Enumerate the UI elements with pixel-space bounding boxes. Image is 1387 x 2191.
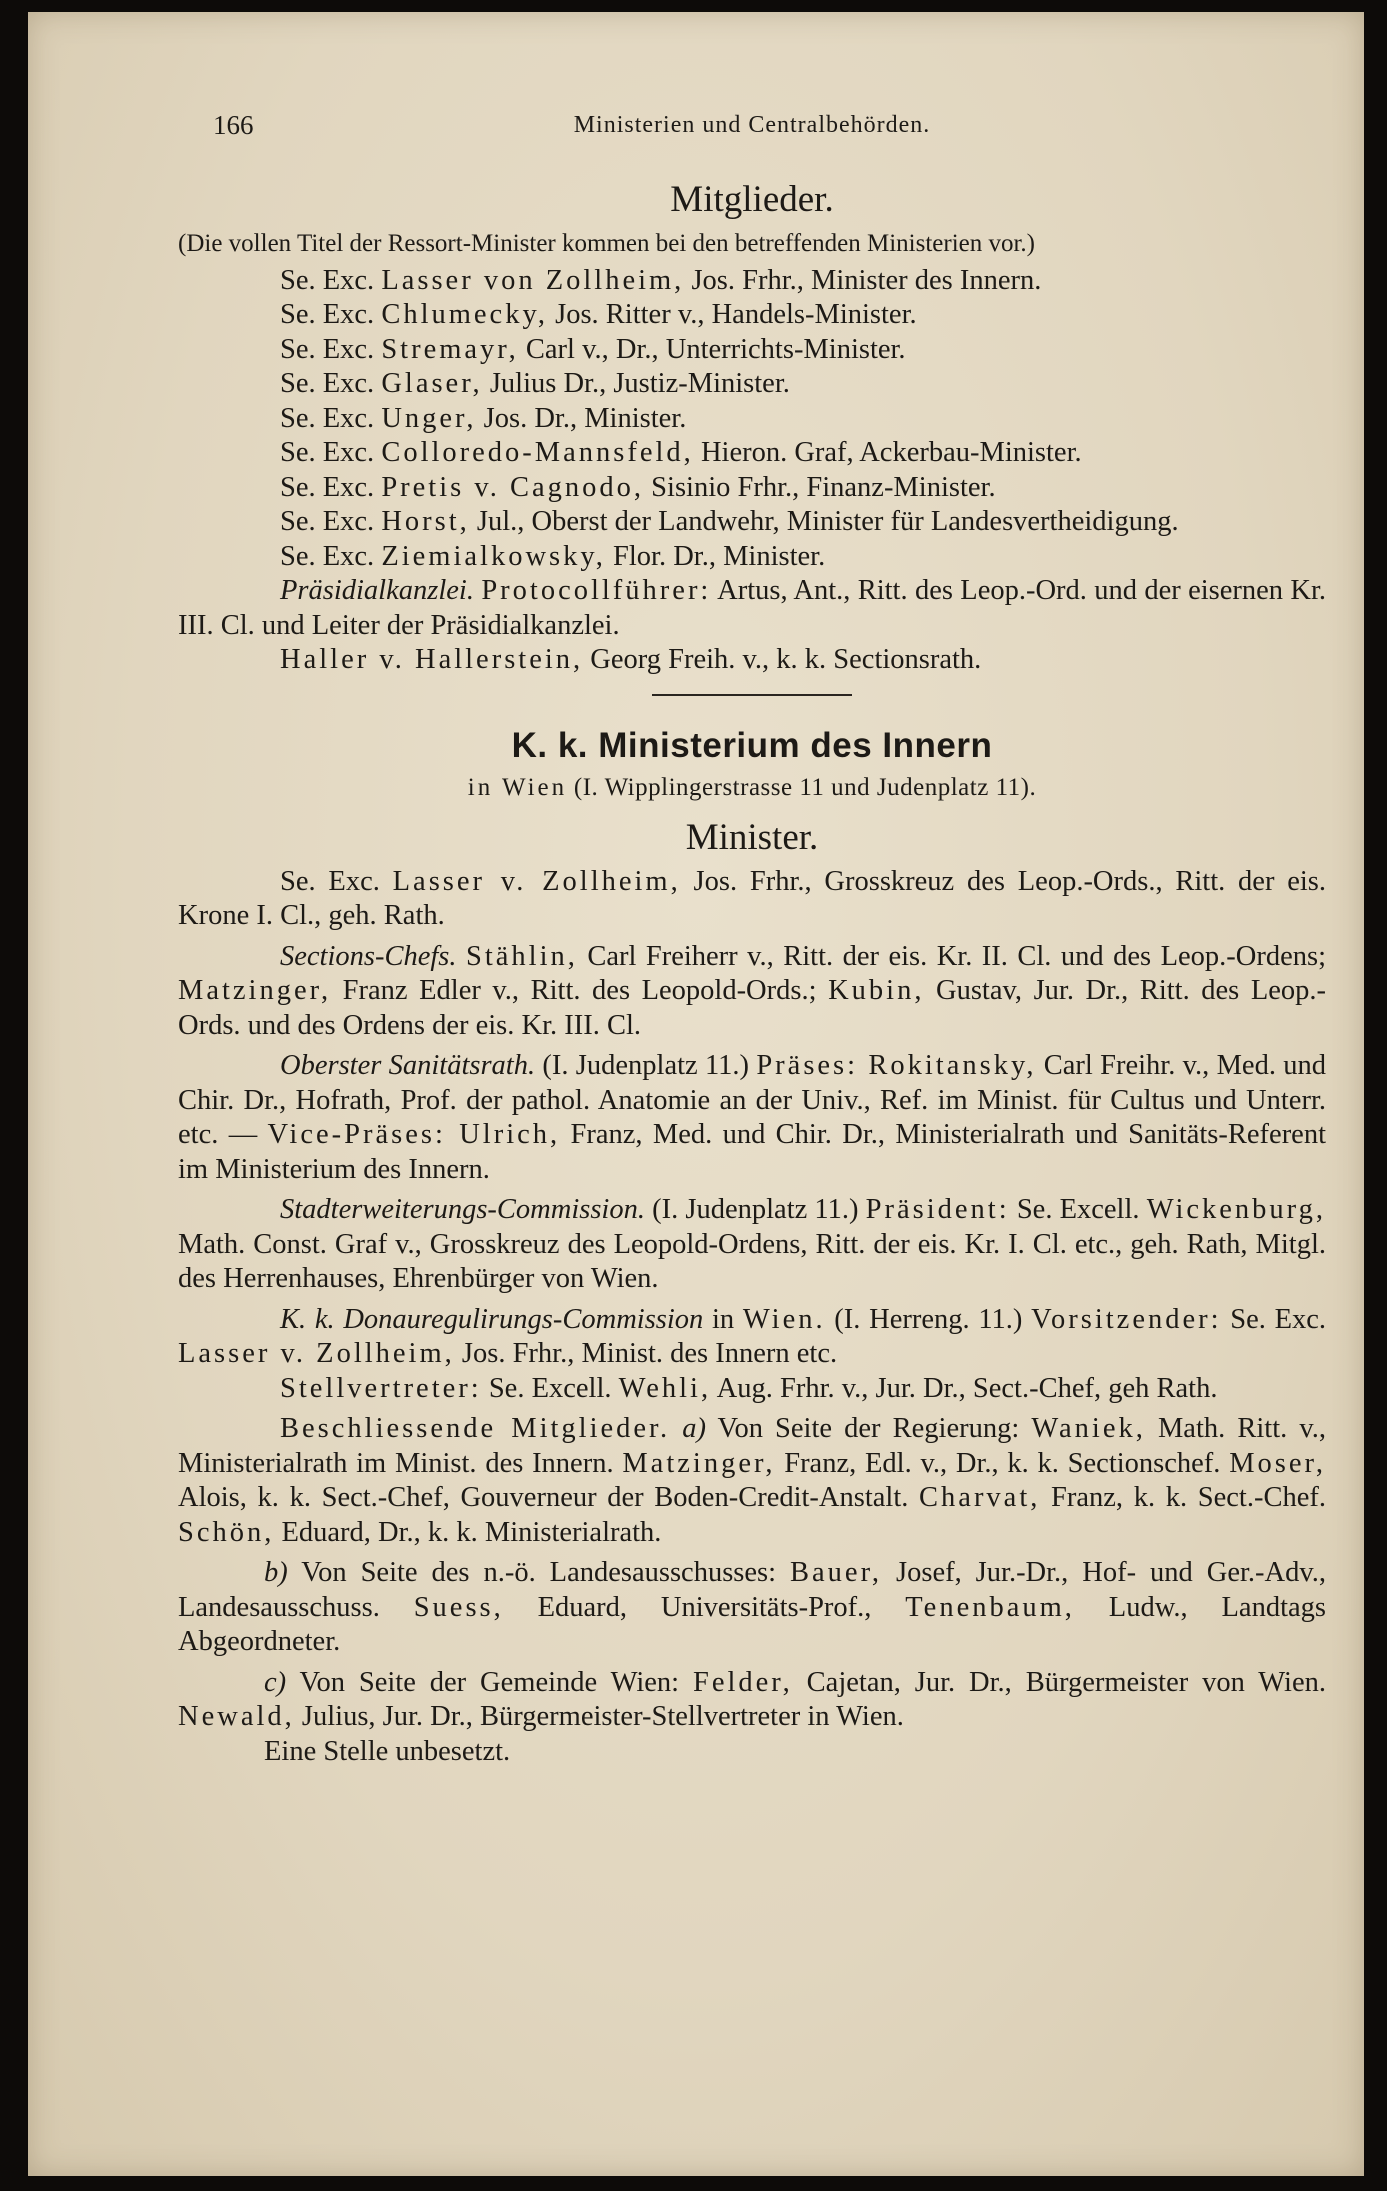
entry-text: Math. Const. Graf v., Grosskreuz des Leopold-Ordens, Ritt. der eis. Kr. I. Cl. etc., geh. Rath, Mitgl. des Herrenhauses, Ehrenbürger von Wien. (178, 1228, 1326, 1294)
member-name: Ziemialkowsky, (381, 540, 606, 572)
entry-text: Math. Ritt. v., Ministerialrath im Minist. des Innern. (178, 1413, 1327, 1479)
person-name: Moser, (1229, 1447, 1326, 1479)
stadterweiterung-label: Stadterweiterungs-Commission. (280, 1194, 645, 1225)
ministry-address (178, 774, 1326, 802)
entry-text: Carl Freiherr v., Ritt. der eis. Kr. II. Cl. und des Leop.-Ordens; (577, 940, 1326, 972)
role-label: Präsident: (865, 1194, 1010, 1225)
entry-text: (I. Herreng. 11.) (825, 1303, 1032, 1335)
person-name: Schön, (178, 1516, 275, 1548)
city-name: Wien. (742, 1303, 826, 1335)
person-name: Matzinger, (622, 1447, 776, 1479)
entry-text: Franz, Med. und Chir. Dr., Ministerialrath und Sanitäts-Referent im Ministerium des Innern. (178, 1119, 1326, 1185)
mitglieder-note: (Die vollen Titel der Ressort-Minister kommen bei den betreffenden Ministerien vor.) (178, 230, 1036, 257)
member-entry (178, 436, 1326, 471)
list-marker: b) (264, 1557, 288, 1588)
entry-text: Von Seite der Regierung: (705, 1413, 1032, 1444)
stadterweiterung-entry (178, 1193, 1326, 1297)
member-prefix: Se. Exc. (280, 471, 375, 503)
member-prefix: Se. Exc. (280, 402, 375, 434)
entry-text: Cajetan, Jur. Dr., Bürgermeister von Wien. (792, 1666, 1326, 1698)
role-label: Vorsitzender: (1031, 1303, 1222, 1335)
member-office: Jul., Oberst der Landwehr, Minister für Landesvertheidigung. (469, 506, 1179, 537)
member-office: Jos. Frhr., Grosskreuz des Leop.-Ords., Ritt. der eis. Krone I. Cl., geh. Rath. (178, 865, 1327, 931)
entry-text: Ludw., Landtags Abgeordneter. (178, 1591, 1326, 1657)
member-entry (178, 298, 1326, 333)
stellvertreter-entry (178, 1372, 1326, 1407)
member-name: Lasser v. Zollheim, (392, 865, 681, 897)
person-name: Felder, (692, 1666, 793, 1698)
role-label: Beschliessende Mitglieder. (280, 1413, 671, 1444)
role-label: Stellvertreter: (280, 1372, 482, 1404)
page-content (178, 110, 1326, 1769)
member-name: Pretis v. Cagnodo, (381, 471, 645, 503)
member-entry (178, 471, 1326, 506)
member-office: Hieron. Graf, Ackerbau-Minister. (693, 437, 1082, 468)
praesidialkanzlei-entry (178, 574, 1326, 643)
member-entry (178, 367, 1326, 402)
sections-chefs-entry (178, 940, 1326, 1044)
role-label: Protocollführer: (481, 575, 712, 606)
member-prefix: Se. Exc. (280, 865, 380, 897)
member-name: Horst, (381, 506, 470, 537)
entry-text: (I. Judenplatz 11.) (644, 1194, 866, 1225)
person-name: Lasser v. Zollheim, (178, 1338, 455, 1369)
member-prefix: Se. Exc. (280, 437, 375, 468)
sanitaetsrath-entry (178, 1049, 1326, 1187)
member-prefix: Se. Exc. (280, 506, 375, 537)
beschliessende-mitglieder-b (178, 1556, 1326, 1660)
entry-text: Jos. Frhr., Minist. des Innern etc. (454, 1338, 838, 1369)
member-prefix: Se. Exc. (280, 368, 375, 399)
entry-text: Franz Edler v., Ritt. des Leopold-Ords.; (331, 975, 829, 1006)
member-name: Lasser von Zollheim, (381, 264, 685, 296)
section-divider (652, 694, 852, 696)
member-name: Stremayr, (381, 333, 519, 365)
donauregulirung-label: K. k. Donauregulirungs-Commission (280, 1303, 704, 1335)
ministry-street: (I. Wipplingerstrasse 11 und Judenplatz 11). (567, 773, 1037, 801)
member-prefix: Se. Exc. (280, 299, 375, 330)
member-office: Georg Freih. v., k. k. Sectionsrath. (583, 644, 982, 675)
beschliessende-mitglieder-a (178, 1412, 1326, 1550)
entry-text: Artus, Ant., Ritt. des Leop.-Ord. und der eisernen Kr. III. Cl. und Leiter der Präsidialkanzlei. (178, 575, 1327, 641)
member-entry (178, 264, 1326, 299)
person-name: Stählin, (465, 940, 578, 972)
member-entry (178, 402, 1326, 437)
member-office: Jos. Frhr., Minister des Innern. (684, 264, 1042, 296)
entry-text: Se. Excell. (1009, 1194, 1147, 1225)
donauregulirung-entry (178, 1303, 1326, 1372)
entry-text: Se. Excell. (481, 1372, 619, 1404)
entry-text: Julius, Jur. Dr., Bürgermeister-Stellvertreter in Wien. (294, 1701, 904, 1732)
member-list (178, 264, 1326, 575)
member-entry (178, 333, 1326, 368)
vacancy-note: Eine Stelle unbesetzt. (264, 1735, 511, 1767)
minister-entry (178, 865, 1326, 934)
haller-entry (178, 643, 1326, 678)
member-name: Glaser, (381, 368, 483, 399)
sections-chefs-label: Sections-Chefs. (280, 940, 457, 972)
entry-text: (I. Judenplatz 11.) (535, 1050, 757, 1081)
member-name: Haller v. Hallerstein, (280, 644, 584, 675)
entry-text: Josef, Jur.-Dr., Hof- und Ger.-Adv., Landesausschuss. (178, 1557, 1327, 1623)
person-name: Tenenbaum, (905, 1591, 1075, 1623)
page (28, 12, 1364, 2176)
entry-text: Se. Exc. (1221, 1303, 1327, 1335)
member-office: Sisinio Frhr., Finanz-Minister. (644, 471, 996, 503)
person-name: Matzinger, (178, 975, 332, 1006)
person-name: Suess, (413, 1591, 504, 1623)
person-name: Kubin, (828, 975, 925, 1006)
member-name: Unger, (381, 402, 477, 434)
list-marker: a) (670, 1413, 706, 1444)
person-name: Charvat, (919, 1482, 1041, 1513)
member-entry (178, 505, 1326, 540)
ministry-title: K. k. Ministerium des Innern (511, 725, 993, 765)
entry-text: Eduard, Dr., k. k. Ministerialrath. (274, 1516, 662, 1548)
running-title: Ministerien und Centralbehörden. (573, 112, 931, 138)
entry-text: Aug. Frhr. v., Jur. Dr., Sect.-Chef, geh Rath. (711, 1372, 1218, 1404)
member-prefix: Se. Exc. (280, 540, 375, 572)
sanitaetsrath-label: Oberster Sanitätsrath. (280, 1050, 536, 1081)
entry-text: Gustav, Jur. Dr., Ritt. des Leop.-Ords. und des Ordens der eis. Kr. III. Cl. (178, 975, 1327, 1041)
member-office: Jos. Dr., Minister. (476, 402, 687, 434)
entry-text: Von Seite des n.-ö. Landesausschusses: (287, 1557, 791, 1588)
person-name: Ulrich, (445, 1119, 561, 1150)
entry-text: in (703, 1303, 743, 1335)
entry-text: Franz, Edl. v., Dr., k. k. Sectionschef. (775, 1447, 1230, 1479)
role-label: Präses: (756, 1050, 859, 1081)
person-name: Newald, (178, 1701, 295, 1732)
praesidialkanzlei-label: Präsidialkanzlei. (280, 575, 474, 606)
person-name: Waniek, (1031, 1413, 1146, 1444)
mitglieder-title: Mitglieder. (670, 179, 834, 220)
page-number: 166 (213, 110, 254, 140)
member-office: Flor. Dr., Minister. (605, 540, 826, 572)
person-name: Wehli, (618, 1372, 712, 1404)
member-entry (178, 540, 1326, 575)
page-header (178, 110, 1326, 150)
member-prefix: Se. Exc. (280, 333, 375, 365)
person-name: Rokitansky, (858, 1050, 1037, 1081)
member-office: Julius Dr., Justiz-Minister. (482, 368, 790, 399)
member-prefix: Se. Exc. (280, 264, 375, 296)
member-name: Colloredo-Mannsfeld, (381, 437, 694, 468)
member-office: Jos. Ritter v., Handels-Minister. (547, 299, 917, 330)
entry-text: Franz, k. k. Sect.-Chef. (1040, 1482, 1326, 1513)
minister-heading: Minister. (685, 816, 819, 858)
entry-text: Eduard, Universitäts-Prof., (503, 1591, 906, 1623)
ministry-city: in Wien (467, 773, 568, 801)
person-name: Wickenburg, (1146, 1194, 1327, 1225)
role-label: Vice-Präses: (267, 1119, 446, 1150)
entry-text: Alois, k. k. Sect.-Chef, Gouverneur der Boden-Credit-Anstalt. (178, 1482, 920, 1513)
list-marker: c) (264, 1666, 287, 1698)
beschliessende-mitglieder-c (178, 1666, 1326, 1735)
person-name: Bauer, (790, 1557, 883, 1588)
entry-text: Von Seite der Gemeinde Wien: (286, 1666, 693, 1698)
member-office: Carl v., Dr., Unterrichts-Minister. (518, 333, 906, 365)
entry-text: Carl Freihr. v., Med. und Chir. Dr., Hofrath, Prof. der pathol. Anatomie an der Univ., Ref. im Minist. für Cultus und Unterr. etc. — (178, 1050, 1326, 1150)
member-name: Chlumecky, (381, 299, 548, 330)
